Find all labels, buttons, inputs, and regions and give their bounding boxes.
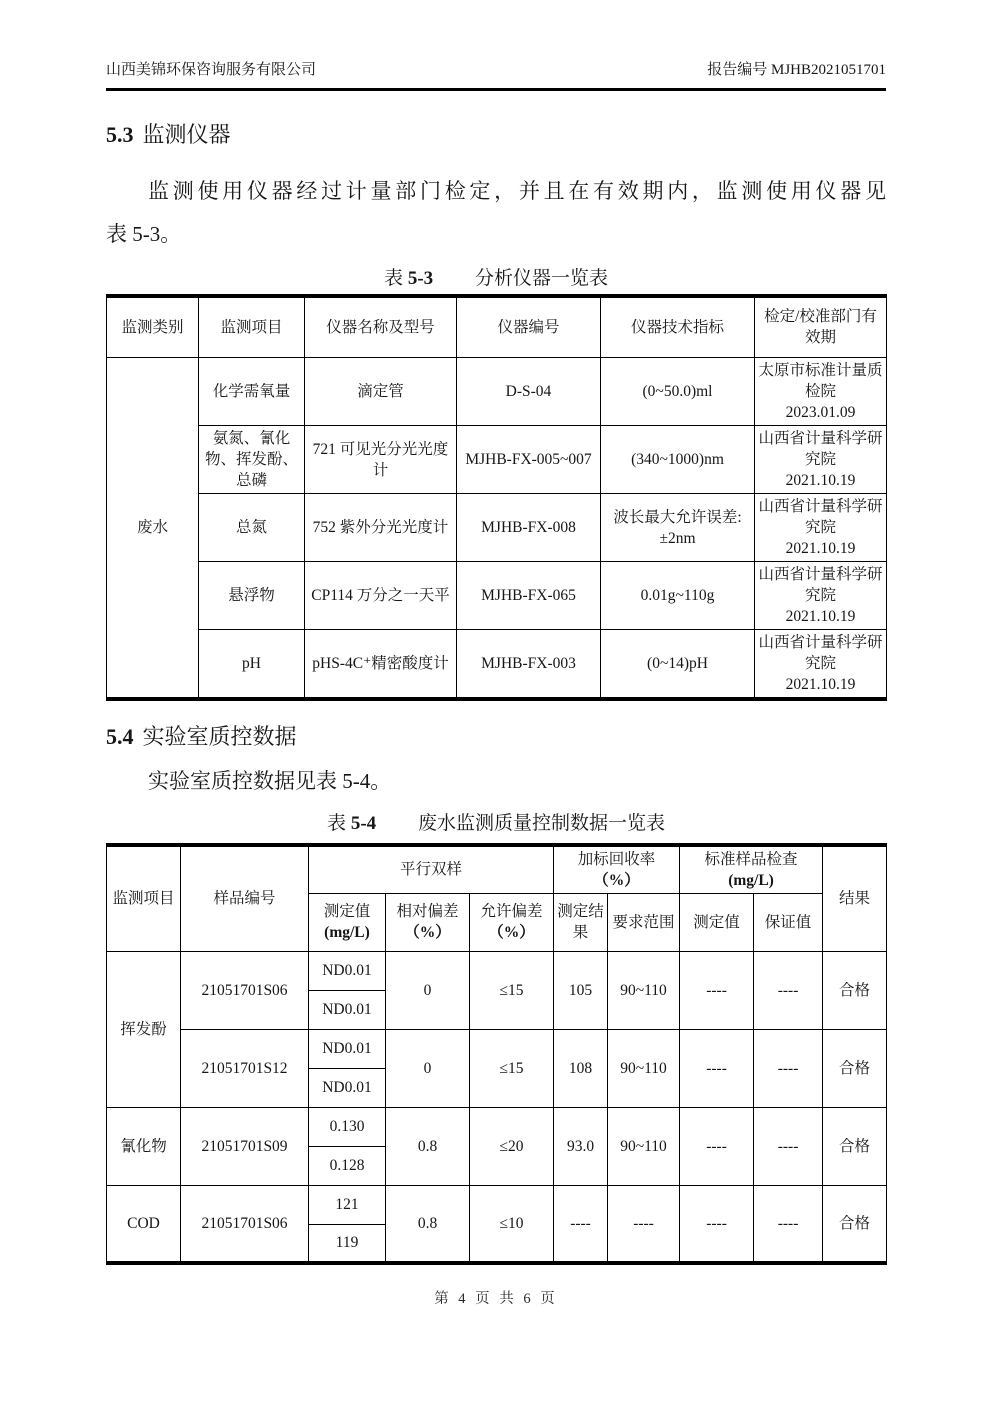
section-5-3-paragraph-line2: 表 5-3。 xyxy=(106,221,182,246)
std-measured-cell: ---- xyxy=(680,1107,754,1185)
std-measured-cell: ---- xyxy=(680,951,754,1029)
qc-header-row-1 xyxy=(107,845,887,894)
col-header-spike xyxy=(554,845,680,894)
calibration-cell xyxy=(755,494,887,562)
table-row xyxy=(107,494,887,562)
calibration-dept: 山西省计量科学研究院 xyxy=(758,634,883,673)
spike-range-cell: 90~110 xyxy=(608,1029,680,1107)
section-5-4-heading xyxy=(106,723,886,752)
section-5-4-number: 5.4 xyxy=(106,724,134,750)
page-number: 第 4 页 共 6 页 xyxy=(434,1291,558,1307)
table-5-3-caption xyxy=(106,263,886,290)
spike-result-cell: 108 xyxy=(554,1029,608,1107)
col-header-std-guaranteed: 保证值 xyxy=(754,893,823,951)
measured-unit: (mg/L) xyxy=(324,924,370,942)
measured-value-cell: 0.128 xyxy=(309,1146,386,1185)
col-header-instrument: 仪器名称及型号 xyxy=(305,296,457,358)
calibration-cell xyxy=(755,562,887,630)
sample-no-cell: 21051701S06 xyxy=(181,1185,309,1263)
instruments-header-row xyxy=(107,296,887,358)
standard-label: 标准样品检查 xyxy=(704,850,798,868)
calibration-cell xyxy=(755,358,887,426)
rel-dev-cell: 0 xyxy=(386,951,470,1029)
section-5-3-number: 5.3 xyxy=(106,122,134,147)
allow-dev-unit: （%） xyxy=(488,924,535,942)
spec-cell: 波长最大允许误差: ±2nm xyxy=(601,494,755,562)
table-row xyxy=(107,951,887,990)
table-5-4-caption xyxy=(106,808,886,835)
section-5-4-title: 实验室质控数据 xyxy=(142,724,297,750)
section-5-3-heading xyxy=(106,121,886,150)
col-header-allow-dev xyxy=(470,893,554,951)
col-header-spike-result: 测定结果 xyxy=(554,893,608,951)
calibration-date: 2021.10.19 xyxy=(785,676,856,694)
rel-dev-cell: 0.8 xyxy=(386,1185,470,1263)
calibration-date: 2021.10.19 xyxy=(785,472,856,490)
spec-cell: (0~14)pH xyxy=(601,630,755,700)
calibration-dept: 山西省计量科学研究院 xyxy=(758,430,883,469)
result-cell: 合格 xyxy=(823,1185,887,1263)
category-cell: 废水 xyxy=(107,358,199,700)
code-cell: MJHB-FX-065 xyxy=(457,562,601,630)
std-measured-cell: ---- xyxy=(680,1185,754,1263)
instrument-cell: CP114 万分之一天平 xyxy=(305,562,457,630)
code-cell: MJHB-FX-008 xyxy=(457,494,601,562)
col-header-spike-range: 要求范围 xyxy=(608,893,680,951)
spec-cell: (0~50.0)ml xyxy=(601,358,755,426)
item-cell: 化学需氧量 xyxy=(199,358,305,426)
code-cell: D-S-04 xyxy=(457,358,601,426)
col-header-item: 监测项目 xyxy=(199,296,305,358)
spec-cell: (340~1000)nm xyxy=(601,426,755,494)
instrument-cell: 721 可见光分光光度计 xyxy=(305,426,457,494)
col-header-std-measured: 测定值 xyxy=(680,893,754,951)
col-header-result: 结果 xyxy=(823,845,887,952)
spike-range-cell: 90~110 xyxy=(608,1107,680,1185)
page-header xyxy=(106,58,886,91)
sample-no-cell: 21051701S06 xyxy=(181,951,309,1029)
item-cell: 氰化物 xyxy=(107,1107,181,1185)
col-header-parallel: 平行双样 xyxy=(309,845,554,894)
rel-dev-label: 相对偏差 xyxy=(396,903,459,921)
caption-number: 5-3 xyxy=(407,267,434,289)
col-header-rel-dev xyxy=(386,893,470,951)
col-header-code: 仪器编号 xyxy=(457,296,601,358)
allow-dev-cell: ≤15 xyxy=(470,1029,554,1107)
table-row xyxy=(107,1185,887,1224)
sample-no-cell: 21051701S09 xyxy=(181,1107,309,1185)
company-name: 山西美锦环保咨询服务有限公司 xyxy=(106,62,317,78)
code-cell: MJHB-FX-005~007 xyxy=(457,426,601,494)
col-header-calibration: 检定/校准部门有效期 xyxy=(755,296,887,358)
table-row xyxy=(107,562,887,630)
allow-dev-label: 允许偏差 xyxy=(480,903,543,921)
item-cell: 氨氮、氰化物、挥发酚、总磷 xyxy=(199,426,305,494)
calibration-date: 2023.01.09 xyxy=(785,404,856,422)
caption-number: 5-4 xyxy=(350,812,377,834)
result-cell: 合格 xyxy=(823,951,887,1029)
table-row xyxy=(107,426,887,494)
measured-value-cell: 121 xyxy=(309,1185,386,1224)
spike-result-cell: 105 xyxy=(554,951,608,1029)
table-row xyxy=(107,630,887,700)
col-header-category: 监测类别 xyxy=(107,296,199,358)
spec-cell: 0.01g~110g xyxy=(601,562,755,630)
col-header-measured xyxy=(309,893,386,951)
result-cell: 合格 xyxy=(823,1029,887,1107)
caption-title: 分析仪器一览表 xyxy=(474,267,608,289)
allow-dev-cell: ≤15 xyxy=(470,951,554,1029)
qc-data-table xyxy=(106,843,887,1266)
calibration-dept: 山西省计量科学研究院 xyxy=(758,498,883,537)
instrument-cell: 滴定管 xyxy=(305,358,457,426)
rel-dev-cell: 0.8 xyxy=(386,1107,470,1185)
calibration-cell xyxy=(755,426,887,494)
item-cell: pH xyxy=(199,630,305,700)
instrument-cell: pHS-4C⁺精密酸度计 xyxy=(305,630,457,700)
std-guaranteed-cell: ---- xyxy=(754,1185,823,1263)
rel-dev-cell: 0 xyxy=(386,1029,470,1107)
col-header-item: 监测项目 xyxy=(107,845,181,952)
table-row xyxy=(107,358,887,426)
section-5-4-paragraph: 实验室质控数据见表 5-4。 xyxy=(148,768,392,793)
instruments-table xyxy=(106,294,887,702)
std-guaranteed-cell: ---- xyxy=(754,1029,823,1107)
spike-label: 加标回收率 xyxy=(577,850,656,868)
caption-word: 表 xyxy=(384,267,404,289)
spike-result-cell: 93.0 xyxy=(554,1107,608,1185)
spike-result-cell: ---- xyxy=(554,1185,608,1263)
measured-value-cell: ND0.01 xyxy=(309,951,386,990)
std-measured-cell: ---- xyxy=(680,1029,754,1107)
calibration-dept: 山西省计量科学研究院 xyxy=(758,566,883,605)
measured-value-cell: ND0.01 xyxy=(309,1068,386,1107)
item-cell: 总氮 xyxy=(199,494,305,562)
sample-no-cell: 21051701S12 xyxy=(181,1029,309,1107)
spike-range-cell: ---- xyxy=(608,1185,680,1263)
measured-value-cell: ND0.01 xyxy=(309,990,386,1029)
allow-dev-cell: ≤10 xyxy=(470,1185,554,1263)
result-cell: 合格 xyxy=(823,1107,887,1185)
std-guaranteed-cell: ---- xyxy=(754,951,823,1029)
item-cell: COD xyxy=(107,1185,181,1263)
table-row xyxy=(107,1107,887,1146)
rel-dev-unit: （%） xyxy=(404,924,451,942)
calibration-date: 2021.10.19 xyxy=(785,540,856,558)
measured-label: 测定值 xyxy=(323,903,371,921)
item-cell: 挥发酚 xyxy=(107,951,181,1107)
section-5-3-title: 监测仪器 xyxy=(142,122,231,147)
item-cell: 悬浮物 xyxy=(199,562,305,630)
caption-word: 表 xyxy=(327,812,347,834)
code-cell: MJHB-FX-003 xyxy=(457,630,601,700)
measured-value-cell: 119 xyxy=(309,1224,386,1263)
allow-dev-cell: ≤20 xyxy=(470,1107,554,1185)
spike-range-cell: 90~110 xyxy=(608,951,680,1029)
instrument-cell: 752 紫外分光光度计 xyxy=(305,494,457,562)
col-header-sample: 样品编号 xyxy=(181,845,309,952)
col-header-standard xyxy=(680,845,823,894)
calibration-dept: 太原市标准计量质检院 xyxy=(758,362,883,401)
calibration-cell xyxy=(755,630,887,700)
section-5-3-paragraph-line1: 监测使用仪器经过计量部门检定，并且在有效期内，监测使用仪器见 xyxy=(148,178,886,203)
measured-value-cell: ND0.01 xyxy=(309,1029,386,1068)
report-number: 报告编号 MJHB2021051701 xyxy=(707,62,886,78)
caption-title: 废水监测质量控制数据一览表 xyxy=(417,812,665,834)
std-guaranteed-cell: ---- xyxy=(754,1107,823,1185)
spike-unit: （%） xyxy=(593,871,640,889)
standard-unit: (mg/L) xyxy=(728,871,774,889)
table-row xyxy=(107,1029,887,1068)
col-header-spec: 仪器技术指标 xyxy=(601,296,755,358)
calibration-date: 2021.10.19 xyxy=(785,608,856,626)
measured-value-cell: 0.130 xyxy=(309,1107,386,1146)
